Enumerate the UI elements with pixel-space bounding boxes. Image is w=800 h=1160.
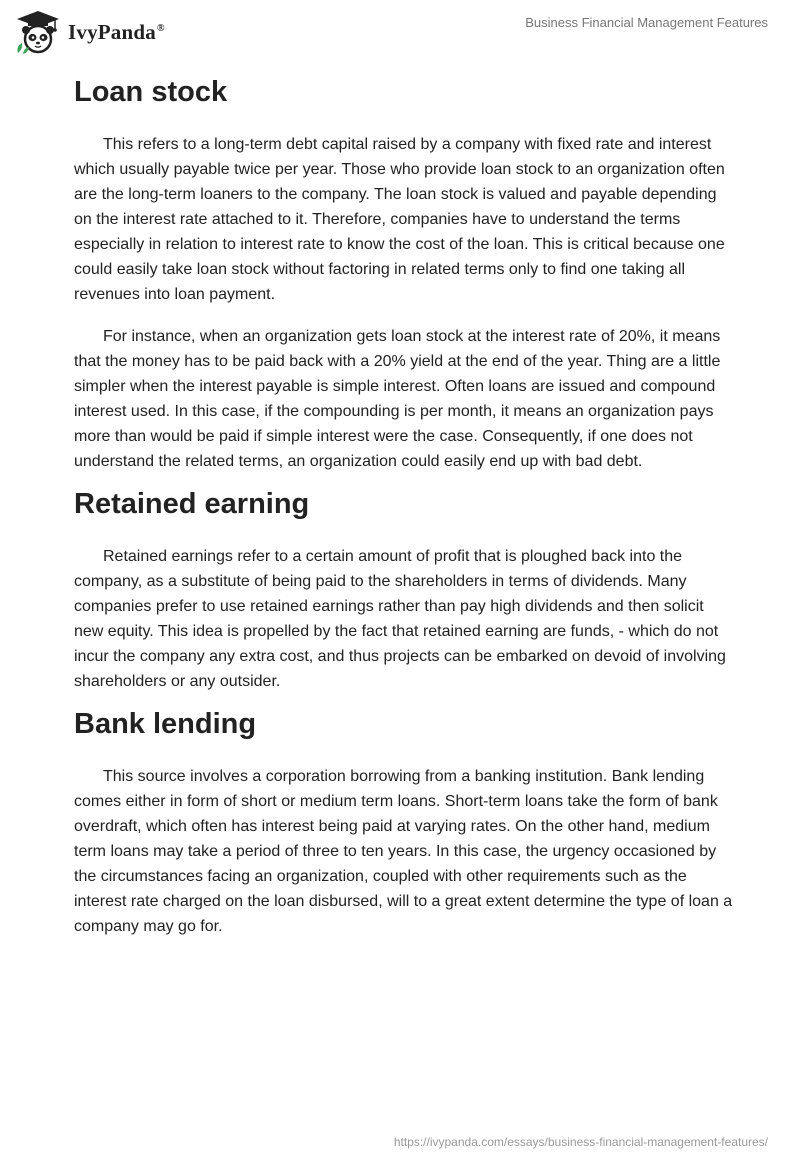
paragraph: This source involves a corporation borrowing from a banking institution. Bank lending comes either in form of short or medium term loans. Short-term loans take the form of bank overdraft, which often has interest being paid at varying rates. On the other hand, medium term loans may take a period of three to ten years. In this case, the urgency occasioned by the circumstances facing an organization, coupled with other requirements such as the interest rate charged on the loan disbursed, will to a great extent determine the type of loan a company may go for.: [74, 768, 733, 935]
paragraph: This refers to a long-term debt capital raised by a company with fixed rate and interest which usually payable twice per year. Those who provide loan stock to an organization often are the long-term loaners to the company. The loan stock is valued and payable depending on the interest rate attached to it. Therefore, companies have to understand the terms especially in relation to interest rate to know the cost of the loan. This is critical because one could easily take loan stock without factoring in related terms only to find one taking all revenues into loan payment.: [74, 136, 725, 303]
paragraph: Retained earnings refer to a certain amount of profit that is ploughed back into the company, as a substitute of being paid to the shareholders in terms of dividends. Many companies prefer to use retained earnings rather than pay high dividends and then solicit new equity. This idea is propelled by the fact that retained earning are funds, - which do not incur the company any extra cost, and thus projects can be embarked on devoid of involving shareholders or any outsider.: [74, 548, 726, 690]
article-body: [74, 72, 734, 939]
page-header: [0, 0, 800, 64]
section-heading-retained-earning: Retained earning: [74, 488, 310, 520]
logo-text: IvyPanda®: [68, 19, 165, 44]
section-heading-bank-lending: Bank lending: [74, 708, 257, 740]
section-heading-loan-stock: Loan stock: [74, 76, 228, 108]
document-title: Business Financial Management Features: [525, 15, 768, 30]
panda-graduate-icon: [14, 9, 62, 55]
paragraph: For instance, when an organization gets loan stock at the interest rate of 20%, it means that the money has to be paid back with a 20% yield at the end of the year. Thing are a little simpler when the interest payable is simple interest. Often loans are issued and compound interest used. In this case, if the compounding is per month, it means an organization pays more than would be paid if simple interest were the case. Consequently, if one does not understand the related terms, an organization could easily end up with bad debt.: [74, 328, 721, 470]
ivypanda-logo[interactable]: [14, 9, 165, 55]
source-url[interactable]: https://ivypanda.com/essays/business-financial-management-features/: [393, 1135, 768, 1149]
